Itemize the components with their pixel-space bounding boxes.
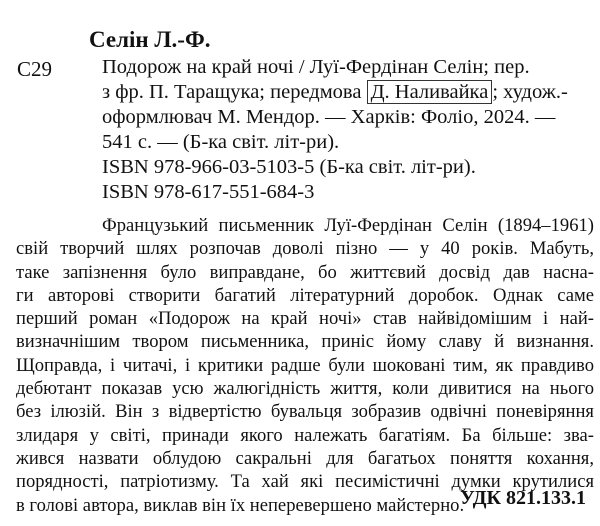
highlighted-name-box: Д. Наливайка: [367, 80, 493, 104]
record-text: з фр. П. Таращука; передмова: [102, 81, 367, 103]
annotation-line: злидаря у світі, принади якого належать багатіям. Ба більше: зва-: [16, 424, 594, 446]
isbn-line: ISBN 978-966-03-5103-5 (Б-ка світ. літ-ри).: [102, 156, 476, 178]
annotation-line: без ілюзій. Він з відвертістю бувальця зобразив одвічні поневіряння: [16, 401, 594, 423]
annotation-line: свій творчий шлях розпочав доволі пізно — у 40 років. Мабуть,: [16, 238, 594, 260]
isbn-line: ISBN 978-617-551-684-3: [102, 181, 315, 203]
annotation-line: визначнішим твором письменника, приніс йому славу й визнання.: [16, 331, 594, 353]
record-line: 541 с. — (Б-ка світ. літ-ри).: [102, 131, 340, 153]
udc-code: УДК 821.133.1: [460, 487, 586, 509]
record-line: оформлювач М. Мендор. — Харків: Фоліо, 2024. —: [102, 106, 556, 128]
record-line: [102, 80, 590, 105]
annotation-line: таке запізнення було виправдане, бо життєвий досвід дав насна-: [16, 261, 594, 283]
classification-code: С29: [17, 57, 53, 81]
annotation-line: порядності, патріотизму. Та хай які песимістичні думки крутилися: [16, 471, 594, 493]
annotation-line: дебютант показав усю жалюгідність життя, коли дивитися на нього: [16, 378, 594, 400]
annotation-line: Французький письменник Луї-Фердінан Селін (1894–1961): [102, 215, 594, 236]
annotation-line: перший роман «Подорож на край ночі» став найвідомішим і най-: [16, 308, 594, 330]
bibliographic-record: [102, 55, 590, 205]
annotation-line: жився назвати облудою сакральні для багатьох поняття кохання,: [16, 447, 594, 469]
annotation-line: ги авторові створити багатий літературний доробок. Однак саме: [16, 284, 594, 306]
record-text: ; худож.-: [492, 81, 568, 103]
record-line: Подорож на край ночі / Луї-Фердінан Селін; пер.: [102, 56, 530, 78]
annotation-paragraph: [16, 214, 594, 517]
author-heading: Селін Л.-Ф.: [89, 27, 211, 52]
annotation-line: в голові автора, виклав він їх неперевершено майстерно.: [16, 494, 465, 516]
annotation-line: Щоправда, і читачі, і критики радше були шоковані тим, як правдиво: [16, 354, 594, 376]
